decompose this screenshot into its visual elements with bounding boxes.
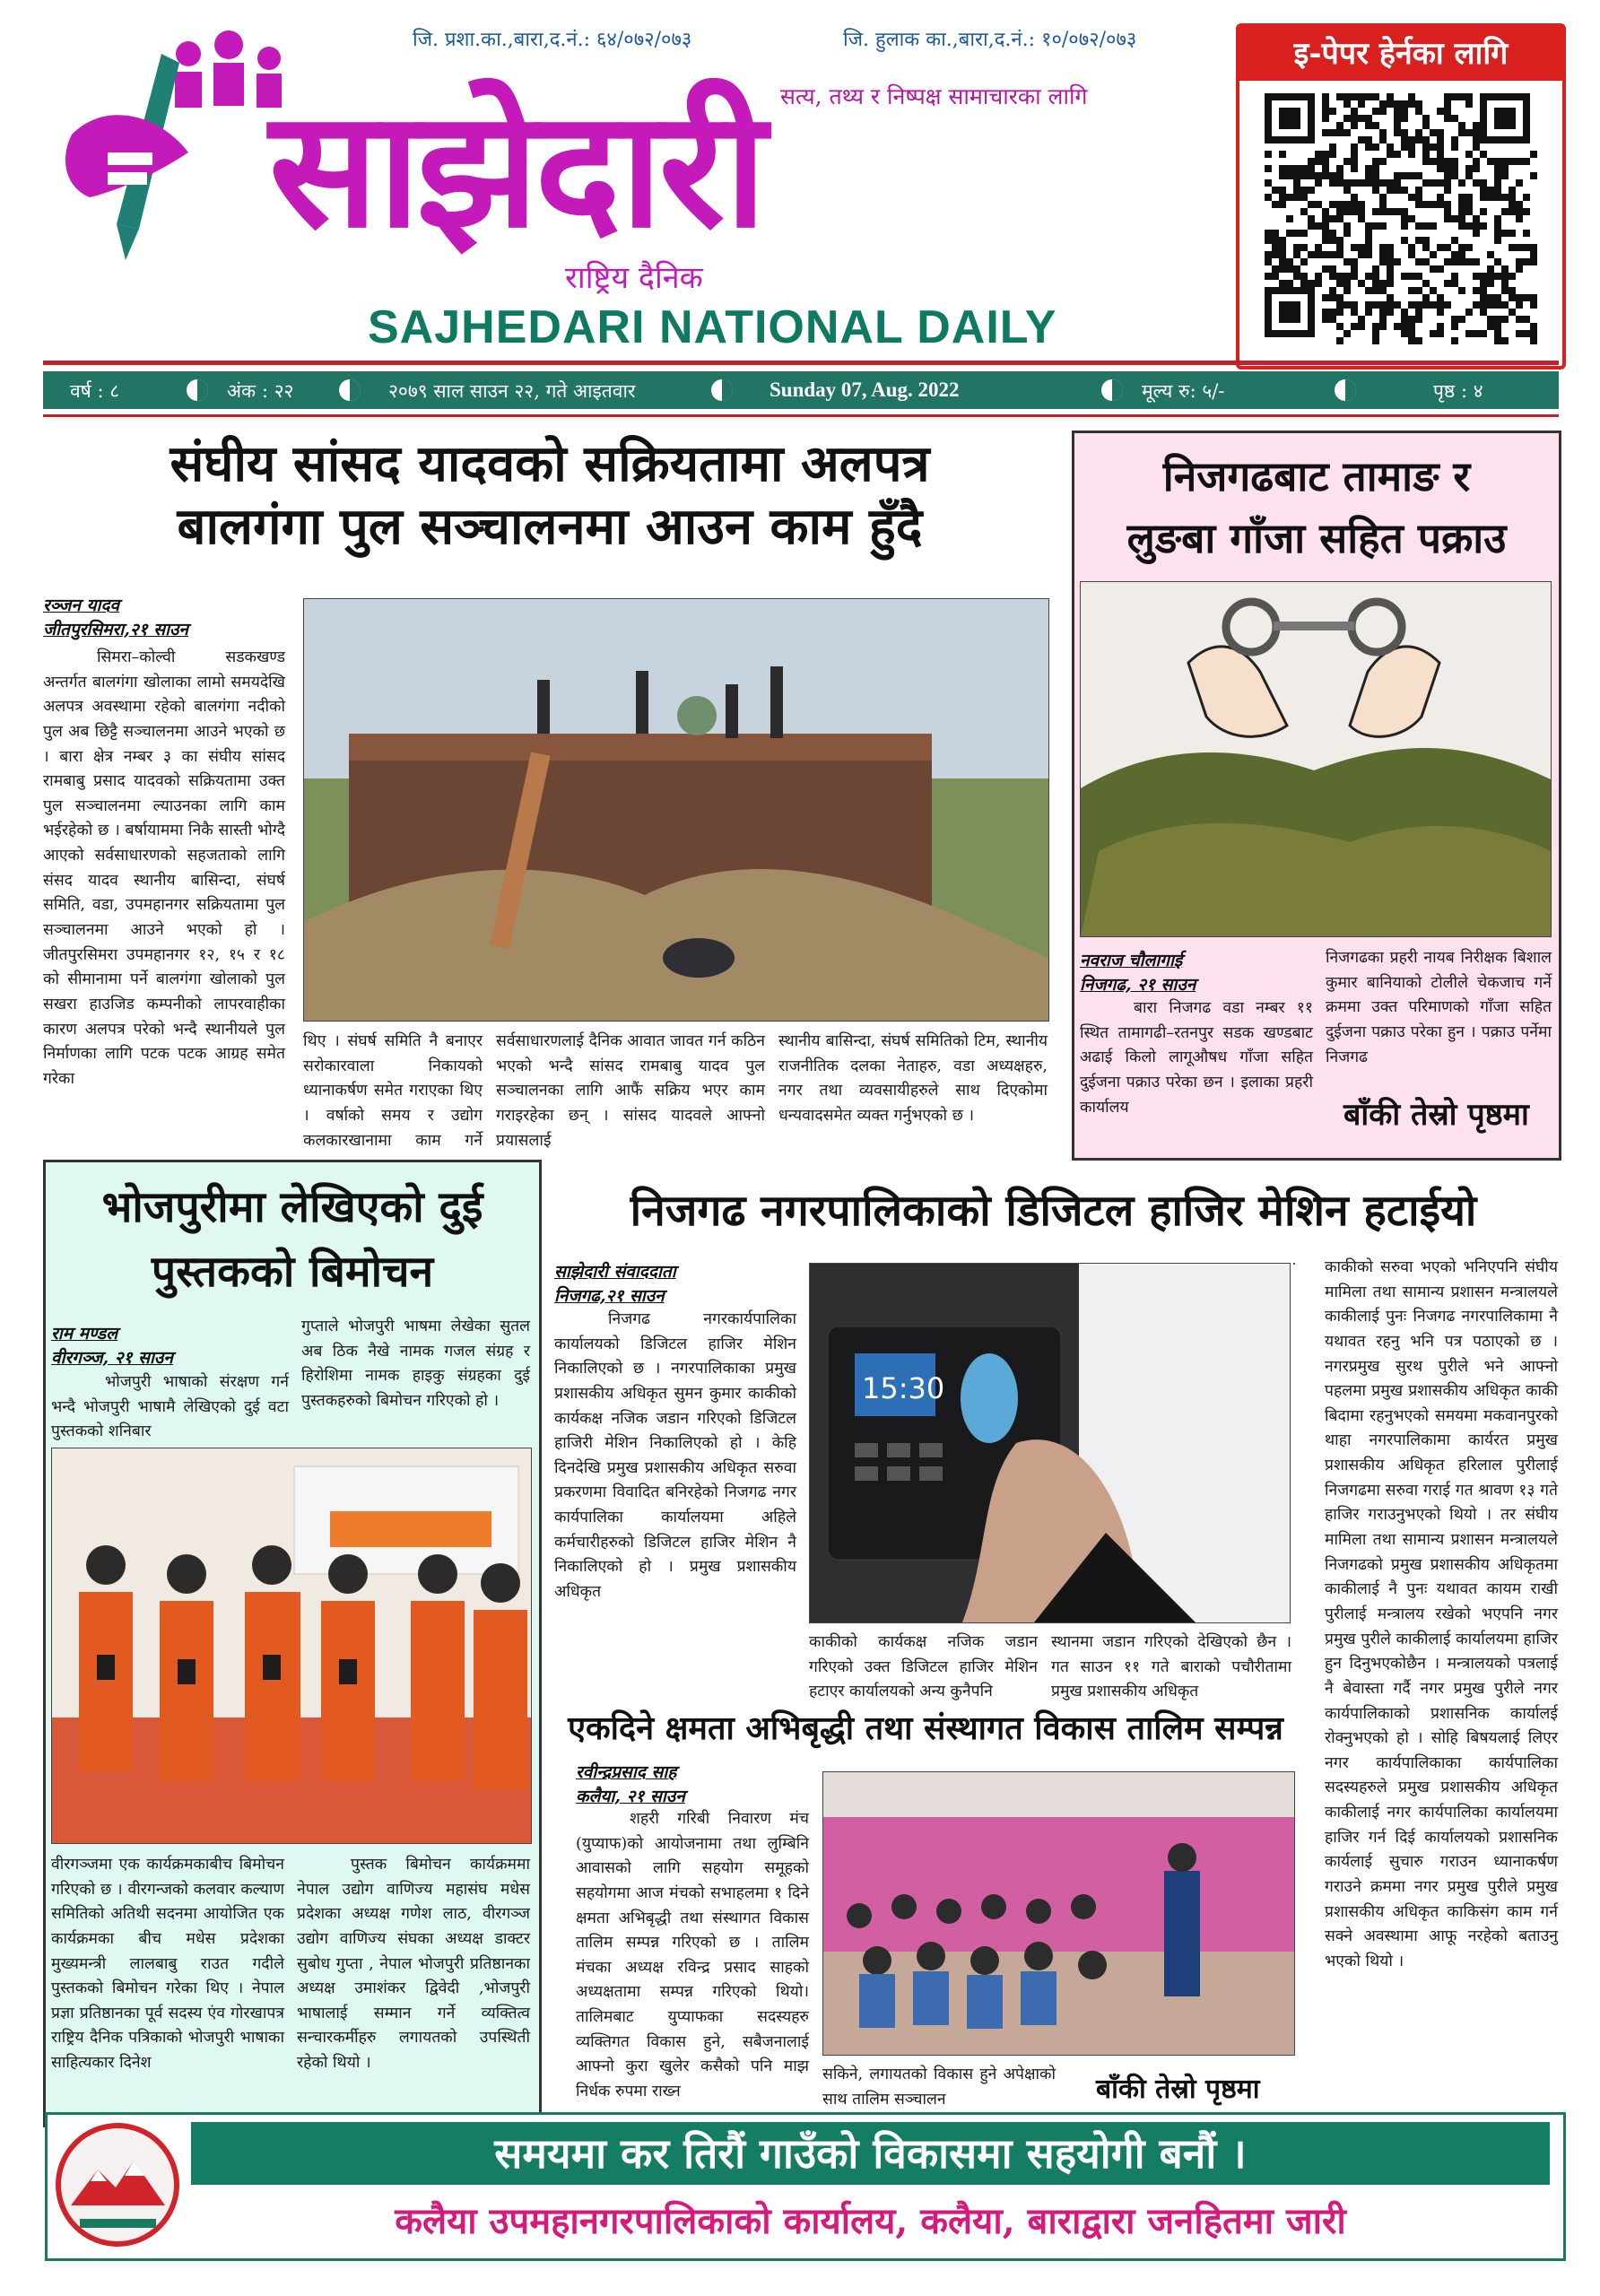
epaper-title: इ-पेपर हेर्नका लागि [1239, 27, 1562, 81]
article-column: स्थानीय बासिन्दा, संघर्ष समितिको टिम, स्थानीय राजनीतिक दलका नेताहरु, वडा अध्यक्षहरु, नगर तथा व्यवसायीहरुले साथ दिएकोमा धन्यवादसमेत व्यक्त गर्नुभएको छ । [778, 1032, 1048, 1125]
author: साझेदारी संवाददाता [554, 1262, 676, 1282]
volume: वर्ष : ८ [70, 380, 120, 402]
nepali-date: २०७९ साल साउन २२, गते आइतवार [388, 380, 636, 402]
headline-line: भोजपुरीमा लेखिएको दुई [101, 1182, 483, 1232]
yinyang-icon [1335, 379, 1356, 401]
story-headline[interactable]: एकदिने क्षमता अभिबृद्धी तथा संस्थागत विकास तालिम सम्पन्न [568, 1709, 1283, 1747]
registration-left: जि. प्रशा.का.,बारा,द.नं.: ६४/०७२/०७३ [413, 29, 692, 51]
dateline: कलैया, २१ साउन [576, 1786, 685, 1806]
article-column: भोजपुरी भाषाको संरक्षण गर्न भन्दै भोजपुरी भाषामै लेखिएको दुई वटा पुस्तकको शनिबार [51, 1373, 289, 1441]
english-date: Sunday 07, Aug. 2022 [770, 378, 960, 401]
yinyang-icon [187, 379, 208, 401]
tax-advertisement [45, 2112, 1566, 2261]
bridge-construction-photo[interactable] [303, 598, 1049, 1022]
registration-right: जि. हुलाक का.,बारा,द.नं.: १०/०७२/०७३ [843, 29, 1137, 51]
yinyang-icon [711, 379, 733, 401]
author: रवीन्द्रप्रसाद साह [576, 1762, 677, 1782]
dateline: निजगढ,२१ साउन [554, 1285, 665, 1306]
story-headline[interactable]: निजगढ नगरपालिकाको डिजिटल हाजिर मेशिन हटाईयो [630, 1186, 1477, 1236]
story-headline[interactable] [46, 1175, 539, 1304]
continued-note[interactable]: बाँकी तेस्रो पृष्ठमा [1343, 1097, 1529, 1133]
dateline: जीतपुरसिमरा,२१ साउन [43, 619, 188, 639]
article-column: सिमरा–कोल्वी सडकखण्ड अन्तर्गत बालगंगा खोलाका लामो समयदेखि अलपत्र अवस्थामा रहेको बालगंगा नदीको पुल अब छिट्टै सञ्चालनमा आउने भएको छ । बारा क्षेत्र नम्बर ३ का संघीय सांसद रामबाबु प्रसाद यादवको सक्रियतामा उक्त पुल सञ्चालनमा ल्याउनका लागि काम भईरहेको छ । बर्षायाममा निकै सास्ती भोग्दै आएको सर्वसाधारणको सहजताको लागि संसद यादव स्थानीय बासिन्दा, संघर्ष समिति, वडा, उपमहानगर सक्रियतामा पुल सञ्चालनमा आउने भएको हो । जीतपुरसिमरा उपमहानगर १२, १५ र १८ को सीमानामा पर्ने बालगंगा खोलाको पुल सखरा हाउजिड कम्पनीको लापरवाहीका कारण अलपत्र परेको भन्दै स्थानीयले पुल निर्माणका लागि पटक पटक आग्रह समेत गरेका [43, 648, 285, 1088]
byline-block [554, 1260, 796, 1308]
masthead [0, 0, 1600, 359]
article-column: सर्वसाधारणलाई दैनिक आवात जावत गर्न कठिन भएको भन्दै सांसद रामबाबु यादव पुल सञ्चालनका लागि आफैं सक्रिय भएर काम गराइरहेका छन् । सांसद यादवले आफ्नो प्रयासलाई [496, 1032, 765, 1150]
article-column: शहरी गरिबी निवारण मंच (युप्याफ)को आयोजनामा तथा लुम्बिनि आवासको लागि सहयोग समूहको सहयोगमा आज मंचको सभाहलमा १ दिने क्षमता अभिबृद्धी तथा संस्थागत विकास तालिम सम्पन्न गरिएको छ । तालिम मंचका अध्यक्ष रविन्द्र प्रसाद साहको अध्यक्षतामा सम्पन्न गरिएको थियो। तालिमबाट युप्याफका सदस्यहरु व्यक्तिगत विकास हुने, सबैजनालाई आफ्नो कुरा खुलेर कसैको पनि माझ निर्धक रुपमा राख्न [576, 1810, 809, 2101]
article-column: काकीको कार्यकक्ष नजिक जडान गरिएको उक्त डिजिटल हाजिर मेशिन हटाएर कार्यालयको अन्य कुनैपनि [809, 1633, 1038, 1701]
page-number: पृष्ठ : ४ [1433, 380, 1483, 402]
byline-block [1080, 949, 1313, 996]
headline-line: बालगंगा पुल सञ्चालनमा आउन काम हुँदै [177, 497, 923, 556]
dateline: वीरगञ्ज, २१ साउन [51, 1347, 173, 1368]
newspaper-english-name: SAJHEDARI NATIONAL DAILY [368, 301, 1057, 353]
attendance-machine-photo[interactable] [809, 1263, 1291, 1623]
story-bridge [43, 423, 1057, 1159]
article-column: स्थानमा जडान गरिएको देखिएको छैन । गत साउन ११ गते बाराको पचौरीतामा प्रमुख प्रशासकीय अधिकृत [1051, 1633, 1291, 1701]
newspaper-logo: साझेदारी [269, 76, 763, 264]
story-headline[interactable] [1074, 446, 1559, 570]
headline-line: पुस्तकको बिमोचन [151, 1247, 434, 1297]
byline-block [51, 1322, 289, 1370]
article-column: सकिने, लगायतको विकास हुने अपेक्षाको साथ तालिम सञ्चालन [822, 2066, 1056, 2109]
story-bhojpuri-books [43, 1160, 542, 2127]
book-launch-photo[interactable] [51, 1448, 532, 1844]
issue: अंक : २२ [227, 380, 294, 402]
training-hall-photo[interactable] [822, 1771, 1295, 2056]
byline-block [43, 594, 285, 641]
newspaper-subtitle: राष्ट्रिय दैनिक [565, 260, 703, 296]
continued-note[interactable]: बाँकी तेस्रो पृष्ठमा [1096, 2074, 1260, 2105]
headline-line: संघीय सांसद यादवको सक्रियतामा अलपत्र [170, 434, 930, 493]
nepal-emblem-icon [53, 2120, 183, 2250]
author: रञ्जन यादव [43, 596, 120, 615]
headline-line: लुङबा गाँजा सहित पक्राउ [1126, 514, 1507, 562]
office-interior-photo[interactable] [1293, 1263, 1295, 1265]
article-column: वीरगञ्जमा एक कार्यक्रमकाबीच बिमोचन गरिएको छ । वीरगन्जको कलवार कल्याण समितिको अतिथी सदनमा आयोजित एक कार्यक्रमका बीच मधेस प्रदेशका मुख्यमन्त्री लालबाबु राउत गदीले पुस्तकको बिमोचन गरेका थिए । नेपाल प्रज्ञा प्रतिष्ठानका पूर्व सदस्य एंव गोरखापत्र राष्ट्रिय दैनिक पत्रिकाको भोजपुरी भाषाका साहित्यकार दिनेश [51, 1856, 284, 2073]
author: राम मण्डल [51, 1324, 118, 1344]
story-ganja-arrest [1072, 430, 1561, 1161]
masthead-tagline: सत्य, तथ्य र निष्पक्ष सामाचारका लागि [780, 83, 1088, 109]
story-training [549, 1700, 1302, 2112]
masthead-rule-bottom [43, 414, 1559, 417]
dateline: निजगढ, २१ साउन [1080, 974, 1196, 995]
article-column: निजगढका प्रहरी नायब निरीक्षक बिशाल कुमार बानियाको टोलीले चेकजाच गर्ने क्रममा उक्त परिमाणको गाँजा सहित दुईजना पक्राउ परेका हुन । पक्राउ पर्नेमा निजगढ [1326, 949, 1552, 1066]
svg-text:15:30: 15:30 [862, 1371, 945, 1405]
ganja-handcuff-photo[interactable] [1080, 581, 1552, 937]
article-column: काकीको सरुवा भएको भनिएपनि संघीय मामिला तथा सामान्य प्रशासन मन्त्रालयले काकीलाई पुनः निजगढ नगरपालिकामा नै यथावत रहनु भनि पत्र पठाएको छ । नगरप्रमुख सुरथ पुरीले भने आफ्नो पहलमा प्रमुख प्रशासकीय अधिकृत काकी बिदामा रहनुभएको समयमा मकवानपुरको थाहा नगरपालिकामा कार्यरत प्रमुख प्रशासकीय अधिकृत हरिलाल पुरीलाई निजगढमा सरुवा गराई गत श्रावण १३ गते हाजिर गराउनुभएको थियो । तर संघीय मामिला तथा सामान्य प्रशासन मन्त्रालयले निजगढको प्रमुख प्रशासकीय अधिकृतमा काकीलाई नै पुनः यथावत कायम राखी पुरीलाई मन्त्रालय रखेको भएपनि नगर प्रमुख पुरीले काकीलाई कार्यालयमा हाजिर हुन दिनुभएकोछैन । मन्त्रालयको पत्रलाई नै बेवास्ता गर्दै नगर प्रमुख पुरीले नगर कार्यपालिकाको प्रशासनिक कार्यालई रोक्नुभएको हो । सोहि बिषयलाई लिएर नगर कार्यपालिकाका कार्यपालिका सदस्यहरुले प्रमुख प्रशासकीय अधिकृत काकीलाई नगर कार्यपालिका कार्यालयमा हाजिर गर्न दिई कार्यालयको प्रशासनिक कार्यलाई सुचारु गराउन ध्यानाकर्षण गराउने क्रममा नगर प्रमुख पुरीले प्रमुख प्रशासकीय अधिकृत काकिसंग काम गर्न सक्ने अवस्थामा आफू नरहेको बताउनु भएको थियो । [1325, 1258, 1558, 1970]
story-headline[interactable] [43, 432, 1057, 558]
article-column: पुस्तक बिमोचन कार्यक्रममा नेपाल उद्योग वाणिज्य महासंघ मधेस प्रदेशका अध्यक्ष गणेश लाठ, वीरगञ्ज उद्योग वाणिज्य संघका अध्यक्ष डाक्टर सुबोध गुप्ता , नेपाल भोजपुरी प्रतिष्ठानका अध्यक्ष उमाशंकर द्विवेदी ,भोजपुरी भाषालाई सम्मान गर्ने व्यक्तित्व सन्चारकर्मीहरु लगायतको उपस्थिती रहेको थियो । [297, 1856, 530, 2073]
masthead-rule-top [43, 361, 1559, 365]
qr-code-icon[interactable] [1265, 93, 1537, 344]
info-bar [43, 371, 1559, 409]
ad-issuer: कलैया उपमहानगरपालिकाको कार्यालय, कलैया, बाराद्वारा जनहितमा जारी [395, 2200, 1346, 2242]
yinyang-icon [1101, 379, 1123, 401]
yinyang-icon [339, 379, 361, 401]
ad-headline: समयमा कर तिरौं गाउँको विकासमा सहयोगी बनौं । [191, 2122, 1550, 2185]
article-column: थिए । संघर्ष समिति नै बनाएर सरोकारवाला निकायको ध्यानाकर्षण समेत गराएका थिए । वर्षाको समय र उद्योग कलकारखानामा काम गर्ने [303, 1032, 483, 1150]
byline-block [576, 1761, 809, 1808]
article-column: गुप्ताले भोजपुरी भाषमा लेखेका सुतल अब ठिक नैखे नामक गजल संग्रह र हिरोशिमा नामक हाइकु संग्रहका दुई पुस्तकहरुको बिमोचन गरिएको हो । [301, 1318, 530, 1410]
author: नवराज चौलागाई [1080, 951, 1183, 970]
article-column: निजगढ नगरकार्यपालिका कार्यालयको डिजिटल हाजिर मेशिन निकालिएको छ । नगरपालिकाका प्रमुख प्रशासकीय अधिकृत सुमन कुमार काकीको कार्यकक्ष नजिक जडान गरिएको डिजिटल हाजिरी मेशिन निकालिएको हो । केहि दिनदेखि प्रमुख प्रशासकीय अधिकृत सरुवा प्रकरणमा विवादित बनिरहेको निजगढ नगर कार्यपालिका कार्यालयमा अहिले कर्मचारीहरुको डिजिटल हाजिर मेशिन नै निकालिएको हो । प्रमुख प्रशासकीय अधिकृत [554, 1310, 796, 1602]
epaper-panel [1236, 23, 1566, 370]
headline-line: निजगढबाट तामाङ र [1162, 452, 1471, 500]
article-column: बारा निजगढ वडा नम्बर ११ स्थित तामागढी–रतनपुर सडक खण्डबाट अढाई किलो लागूऔषध गाँजा सहित दुईजना पक्राउ परेका छन । इलाका प्रहरी कार्यालय [1080, 999, 1313, 1117]
price: मूल्य रु: ५/- [1142, 380, 1225, 402]
